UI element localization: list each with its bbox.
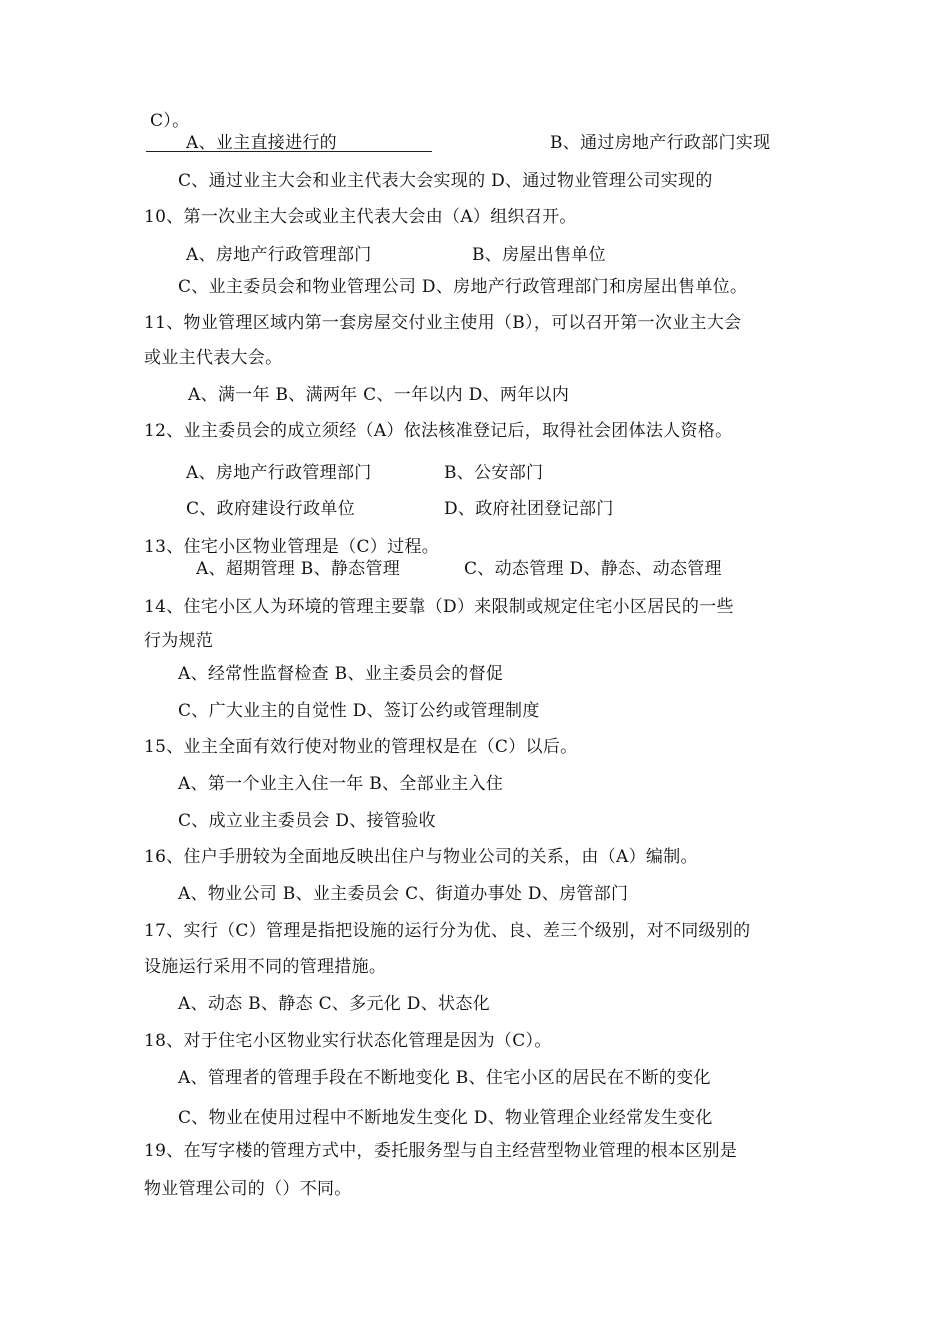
option-line: C、广大业主的自觉性 D、签订公约或管理制度 bbox=[178, 701, 540, 721]
question-19: 19、在写字楼的管理方式中，委托服务型与自主经营型物业管理的根本区别是 bbox=[144, 1141, 738, 1161]
option-line: A、动态 B、静态 C、多元化 D、状态化 bbox=[178, 994, 490, 1014]
text-line: C）。 bbox=[150, 111, 190, 131]
question-17: 17、实行（C）管理是指把设施的运行分为优、良、差三个级别，对不同级别的 bbox=[144, 921, 751, 941]
option-b: B、公安部门 bbox=[444, 463, 544, 483]
question-11-cont: 或业主代表大会。 bbox=[144, 348, 283, 368]
option-cd: C、动态管理 D、静态、动态管理 bbox=[464, 559, 722, 579]
option-line: C、成立业主委员会 D、接管验收 bbox=[178, 811, 436, 831]
option-b: B、房屋出售单位 bbox=[472, 245, 606, 265]
option-line: A、经常性监督检查 B、业主委员会的督促 bbox=[178, 664, 504, 684]
option-line: A、物业公司 B、业主委员会 C、街道办事处 D、房管部门 bbox=[178, 884, 629, 904]
option-a: A、房地产行政管理部门 bbox=[186, 245, 372, 265]
option-line: C、通过业主大会和业主代表大会实现的 D、通过物业管理公司实现的 bbox=[178, 171, 713, 191]
option-line: A、满一年 B、满两年 C、一年以内 D、两年以内 bbox=[188, 385, 570, 405]
option-line: C、物业在使用过程中不断地发生变化 D、物业管理企业经常发生变化 bbox=[178, 1108, 713, 1128]
option-line: C、业主委员会和物业管理公司 D、房地产行政管理部门和房屋出售单位。 bbox=[178, 277, 748, 297]
option-line: A、第一个业主入住一年 B、全部业主入住 bbox=[178, 774, 504, 794]
question-14-cont: 行为规范 bbox=[144, 631, 214, 651]
question-13: 13、住宅小区物业管理是（C）过程。 bbox=[144, 537, 440, 557]
question-18: 18、对于住宅小区物业实行状态化管理是因为（C）。 bbox=[144, 1031, 552, 1051]
question-16: 16、住户手册较为全面地反映出住户与物业公司的关系，由（A）编制。 bbox=[144, 847, 698, 867]
option-ab: A、超期管理 B、静态管理 bbox=[196, 559, 401, 579]
option-b: B、通过房地产行政部门实现 bbox=[550, 133, 771, 153]
option-a: A、业主直接进行的 bbox=[186, 133, 337, 153]
question-15: 15、业主全面有效行使对物业的管理权是在（C）以后。 bbox=[144, 737, 578, 757]
question-14: 14、住宅小区人为环境的管理主要靠（D）来限制或规定住宅小区居民的一些 bbox=[144, 597, 734, 617]
question-10: 10、第一次业主大会或业主代表大会由（A）组织召开。 bbox=[144, 207, 577, 227]
underline-rule bbox=[146, 151, 432, 152]
question-11: 11、物业管理区域内第一套房屋交付业主使用（B），可以召开第一次业主大会 bbox=[144, 313, 742, 333]
option-line: A、管理者的管理手段在不断地变化 B、住宅小区的居民在不断的变化 bbox=[178, 1068, 711, 1088]
question-17-cont: 设施运行采用不同的管理措施。 bbox=[144, 957, 387, 977]
question-19-cont: 物业管理公司的（）不同。 bbox=[144, 1179, 352, 1199]
question-12: 12、业主委员会的成立须经（A）依法核准登记后，取得社会团体法人资格。 bbox=[144, 421, 733, 441]
option-a: A、房地产行政管理部门 bbox=[186, 463, 372, 483]
option-d: D、政府社团登记部门 bbox=[444, 499, 614, 519]
option-c: C、政府建设行政单位 bbox=[186, 499, 356, 519]
